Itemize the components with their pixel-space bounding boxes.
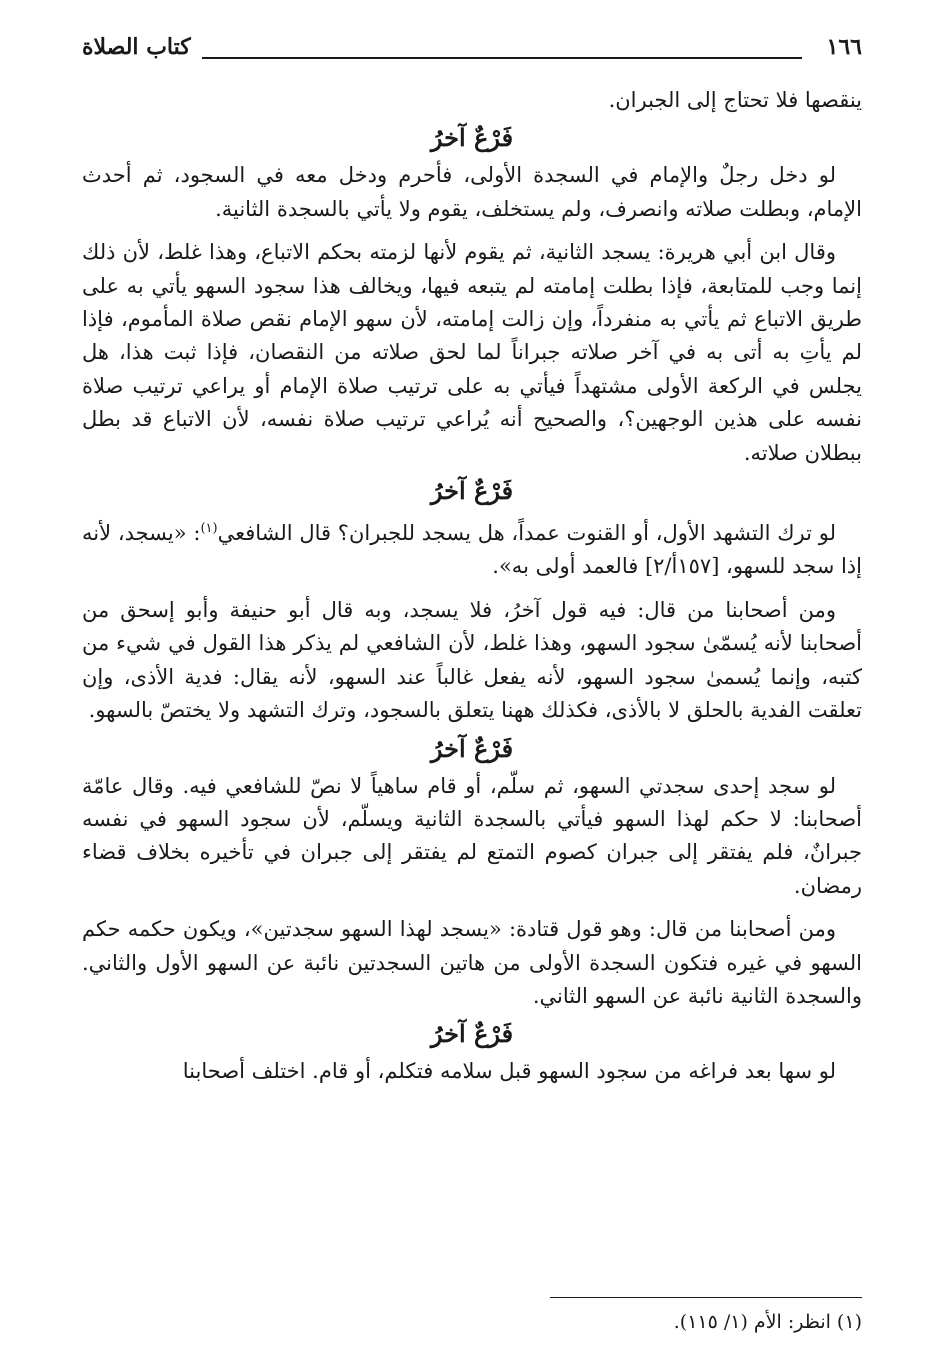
running-title: كتاب الصلاة (82, 34, 191, 60)
section-heading: فَرْعٌ آخرُ (430, 1019, 514, 1049)
paragraph: لو سها بعد فراغه من سجود السهو قبل سلامه فتكلم، أو قام. اختلف أصحابنا (182, 1059, 836, 1084)
paragraph: وقال ابن أبي هريرة: يسجد الثانية، ثم يقوم لأنها لزمته بحكم الاتباع، وهذا غلط، لأن ذلك إنما وجب للمتابعة، فإذا بطلت إمامته لم يتبعه فيها، ويخالف هذا سجود السهو يأتي به على طريق الاتباع ثم يأتي به منفرداً، وإن زالت إمامته، لأن سهو الإمام نقص صلاة المأموم، فإذا لم يأتِ به أتى به في آخر صلاته جبراناً لما لحق صلاته من النقصان، فإذا ثبت هذا، هل يجلس في الركعة الأولى مشتهداً فيأتي به على ترتيب صلاة الإمام أو يراعي ترتيب صلاة نفسه على هذين الوجهين؟، والصحيح أنه يُراعي ترتيب صلاة نفسه، لأن الاتباع قد بطل ببطلان صلاته. (82, 240, 862, 465)
paragraph-text: : «يسجد، لأنه إذا سجد للسهو، [١٥٧أ/٢] فالعمد أولى به». (82, 521, 862, 579)
paragraph: ينقصها فلا تحتاج إلى الجبران. (608, 88, 862, 112)
paragraph: لو دخل رجلٌ والإمام في السجدة الأولى، فأحرم ودخل معه في السجود، ثم أحدث الإمام، وبطلت صلاته وانصرف، ولم يستخلف، يقوم ولا يأتي بالسجدة الثانية. (82, 163, 862, 221)
footnote-rule (550, 1297, 862, 1298)
footnote-reference: (١) (200, 521, 218, 537)
document-page (82, 32, 862, 1342)
page-header (82, 32, 862, 72)
header-rule (202, 57, 802, 59)
page-number: ١٦٦ (826, 34, 862, 60)
paragraph: ومن أصحابنا من قال: وهو قول قتادة: «يسجد لهذا السهو سجدتين»، ويكون حكمه حكم السهو في غيره فتكون السجدة الأولى من هاتين السجدتين نائبة عن السهو الأول والثاني. والسجدة الثانية نائبة عن السهو الثاني. (82, 917, 862, 1008)
section-heading: فَرْعٌ آخرُ (430, 123, 514, 153)
paragraph-text: لو ترك التشهد الأول، أو القنوت عمداً، هل يسجد للجبران؟ قال الشافعي (217, 521, 836, 546)
paragraph (82, 512, 862, 584)
paragraph: ومن أصحابنا من قال: فيه قول آخرُ، فلا يسجد، وبه قال أبو حنيفة وأبو إسحق من أصحابنا لأنه يُسمّىٰ سجود السهو، وهذا غلط، لأن الشافعي لم يذكر هذا القول في شيء من كتبه، وإنما يُسمىٰ سجود السهو، لأنه يفعل غالباً عند السهو، لأنه يقال: فدية الأذى، وإن تعلقت الفدية بالحلق لا بالأذى، فكذلك ههنا يتعلق بالسجود، وترك التشهد ولا يختصّ بالسهو. (82, 597, 862, 723)
footnote: (١) انظر: الأم (١/ ١١٥). (673, 1311, 862, 1333)
paragraph: لو سجد إحدى سجدتي السهو، ثم سلّم، أو قام ساهياً لا نصّ للشافعي فيه. وقال عامّة أصحابنا: لا حكم لهذا السهو فيأتي بالسجدة الثانية ويسلّم، لأن سجود السهو في نفسه جبرانٌ، فلم يفتقر إلى جبران كصوم التمتع لم يفتقر إلى جبران في تأخيره بخلاف قضاء رمضان. (82, 773, 862, 898)
section-heading: فَرْعٌ آخرُ (430, 476, 514, 506)
body-text (82, 84, 862, 1089)
section-heading: فَرْعٌ آخرُ (430, 733, 514, 763)
